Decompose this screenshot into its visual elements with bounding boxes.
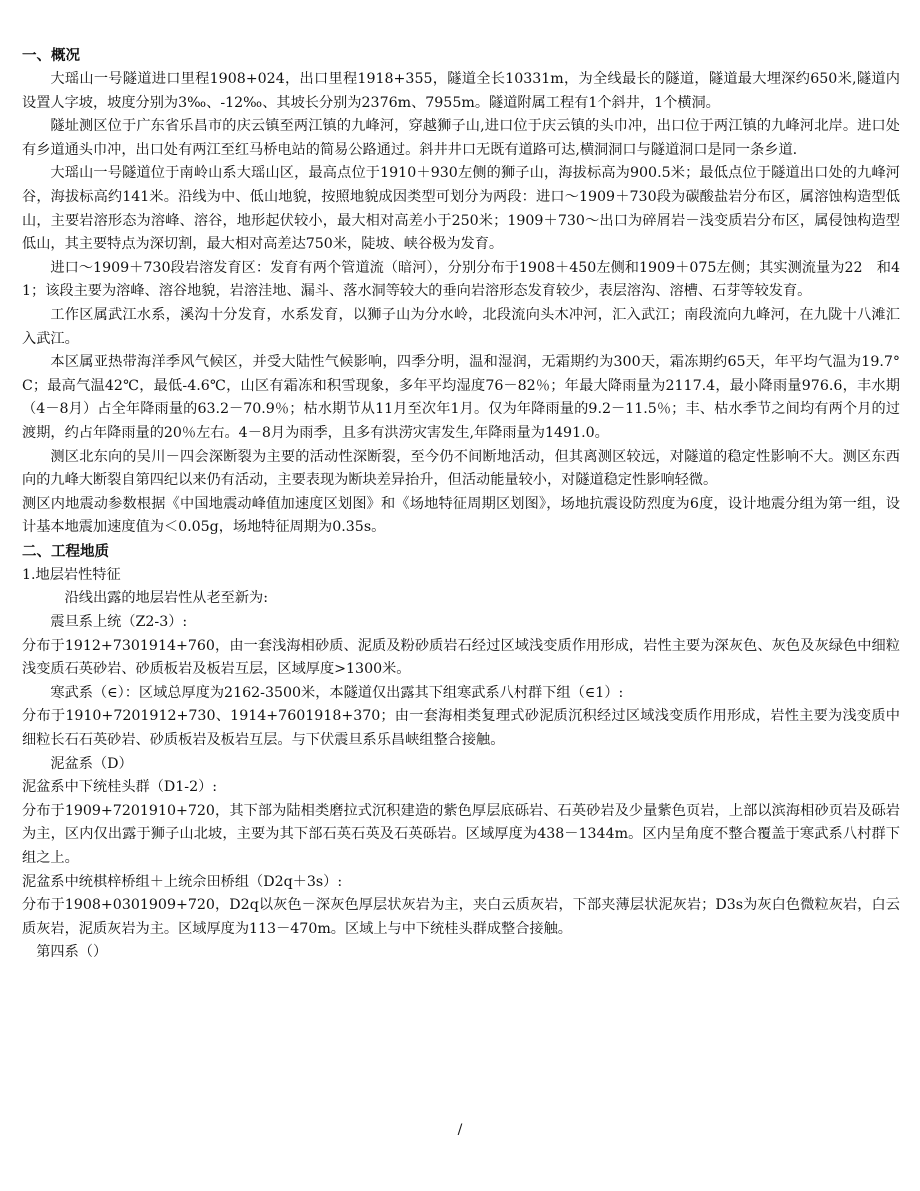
title-quaternary: 第四系（） — [36, 944, 108, 961]
paragraph-seismic: 测区内地震动参数根据《中国地震动峰值加速度区划图》和《场地特征周期区划图》，场地抗震设防烈度为6度，设计地震分组为第一组，设计基本地震加速度值为＜0.05g，场地特征周期为0.35s。 — [22, 495, 900, 536]
paragraph-sinian: 分布于1912+7301914+760，由一套浅海相砂质、泥质及粉砂质岩石经过区域浅变质作用形成，岩性主要为深灰色、灰色及灰绿色中细粒浅变质石英砂岩、砂质板岩及板岩互层，区域厚度>1300米。 — [22, 637, 900, 678]
subtitle-devonian-qiziqiao: 泥盆系中统棋梓桥组＋上统佘田桥组（D2q＋3s）: — [22, 873, 343, 890]
title-sinian: 震旦系上统（Z2-3）: — [50, 614, 188, 631]
subheading-strata: 1.地层岩性特征 — [22, 566, 121, 583]
title-devonian: 泥盆系（D） — [50, 755, 133, 772]
section-heading-geology: 二、工程地质 — [22, 543, 109, 560]
paragraph-hydrology: 工作区属武江水系，溪沟十分发育，水系发育，以狮子山为分水岭，北段流向头木冲河，汇入武江；南段流向九峰河，在九陇十八滩汇入武江。 — [22, 306, 900, 347]
paragraph-karst: 进口～1909＋730段岩溶发育区：发育有两个管道流（暗河），分别分布于1908＋450左侧和1909＋075左侧；其实测流量为22 和41；该段主要为溶峰、溶谷地貌，岩溶洼地、漏斗、落水洞等较大的垂向岩溶形态发育较少，表层溶沟、溶槽、石芽等较发育。 — [22, 259, 900, 300]
paragraph-devonian-qiziqiao: 分布于1908+0301909+720，D2q以灰色－深灰色厚层状灰岩为主，夹白云质灰岩，下部夹薄层状泥灰岩；D3s为灰白色微粒灰岩，白云质灰岩，泥质灰岩为主。区域厚度为113－470m。区域上与中下统桂头群成整合接触。 — [22, 897, 900, 937]
section-heading-overview: 一、概况 — [22, 48, 80, 64]
title-cambrian: 寒武系（∈）：区域总厚度为2162-3500米，本隧道仅出露其下组寒武系八村群下组（∈1）: — [50, 684, 624, 701]
subtitle-devonian-guitou: 泥盆系中下统桂头群（D1-2）: — [22, 779, 218, 796]
paragraph-devonian-guitou: 分布于1909+7201910+720，其下部为陆相类磨拉式沉积建造的紫色厚层底砾岩、石英砂岩及少量紫色页岩，上部以滨海相砂页岩及砾岩为主，区内仅出露于狮子山北坡，主要为其下部石英石英及石英砾岩。区域厚度为438－1344m。区内呈角度不整合覆盖于寒武系八村群下组之上。 — [22, 802, 900, 866]
document-body — [22, 44, 900, 965]
paragraph-location: 隧址测区位于广东省乐昌市的庆云镇至两江镇的九峰河，穿越狮子山,进口位于庆云镇的头巾冲，出口位于两江镇的九峰河北岸。进口处有乡道通头巾冲，出口处有两江至红马桥电站的简易公路通过。斜井井口无既有道路可达,横洞洞口与隧道洞口是同一条乡道. — [22, 118, 900, 158]
paragraph-faults: 测区北东向的吴川－四会深断裂为主要的活动性深断裂，至今仍不间断地活动，但其离测区较远，对隧道的稳定性影响不大。测区东西向的九峰大断裂自第四纪以来仍有活动，主要表现为断块差异抬升，但活动能量较小，对隧道稳定性影响轻微。 — [22, 448, 900, 489]
paragraph-climate: 本区属亚热带海洋季风气候区，并受大陆性气候影响，四季分明，温和湿润，无霜期约为300天，霜冻期约65天，年平均气温为19.7° C；最高气温42℃，最低-4.6℃，山区有霜冻和积雪现象，多年平均湿度76－82％；年最大降雨量为2117.4，最小降雨量976.6，丰水期（4－8月）占全年降雨量的63.2－70.9％；枯水期节从11月至次年1月。仅为年降雨量的9.2－11.5％；丰、枯水季节之间均有两个月的过渡期，约占年降雨量的20％左右。4－8月为雨季，且多有洪涝灾害发生,年降雨量为1491.0。 — [22, 354, 900, 441]
paragraph-topography: 大瑶山一号隧道位于南岭山系大瑶山区，最高点位于1910＋930左侧的狮子山，海拔标高为900.5米；最低点位于隧道出口处的九峰河谷，海拔标高约141米。沿线为中、低山地貌，按照地貌成因类型可划分为两段：进口～1909＋730段为碳酸盐岩分布区，属溶蚀构造型低山，主要岩溶形态为溶峰、溶谷，地形起伏较小，最大相对高差小于250米；1909＋730～出口为碎屑岩－浅变质岩分布区，属侵蚀构造型低山，其主要特点为深切割，最大相对高差达750米，陡坡、峡谷极为发育。 — [22, 165, 900, 253]
page-footer-mark: / — [457, 1122, 463, 1138]
paragraph-cambrian: 分布于1910+7201912+730、1914+7601918+370；由一套海相类复理式砂泥质沉积经过区域浅变质作用形成，岩性主要为浅变质中细粒长石石英砂岩、砂质板岩及板岩互层。与下伏震旦系乐昌峡组整合接触。 — [22, 708, 900, 749]
paragraph-tunnel-overview: 大瑶山一号隧道进口里程1908+024，出口里程1918+355，隧道全长10331m，为全线最长的隧道，隧道最大埋深约650米,隧道内设置人字坡，坡度分别为3‰、-12‰、其坡长分别为2376m、7955m。隧道附属工程有1个斜井，1个横洞。 — [22, 71, 900, 111]
paragraph-strata-intro: 沿线出露的地层岩性从老至新为: — [64, 590, 268, 607]
